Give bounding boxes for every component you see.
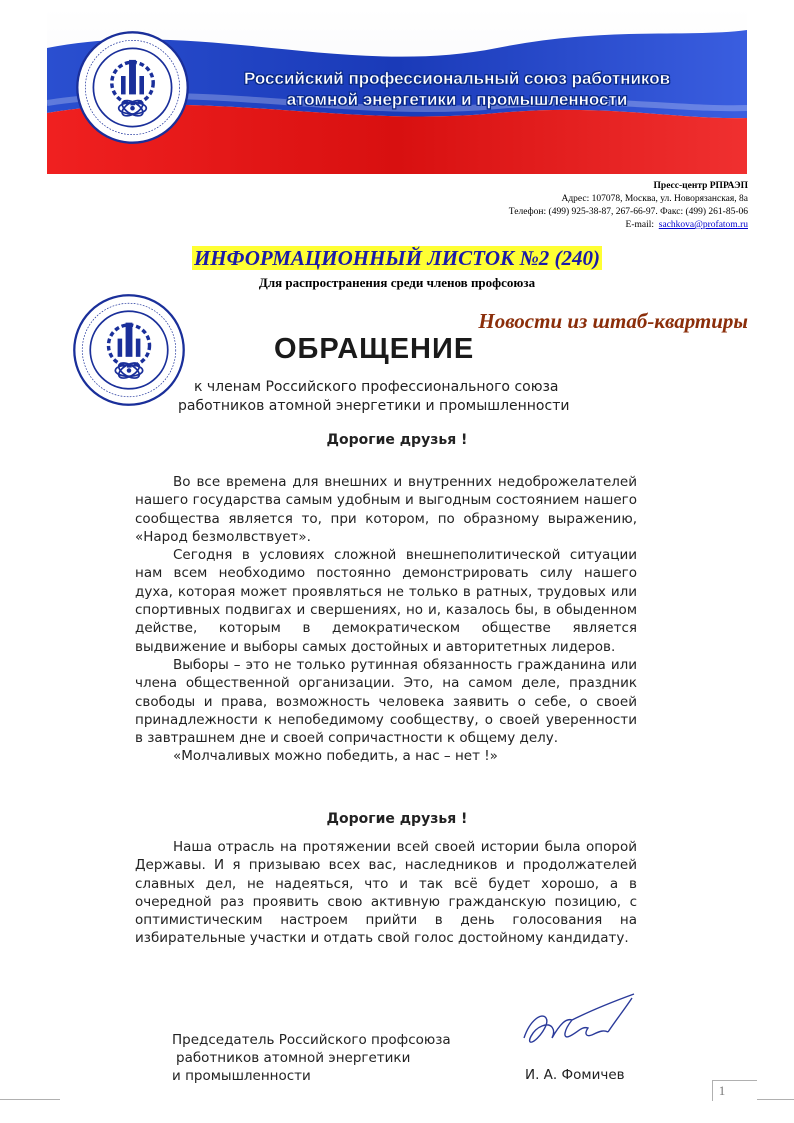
phones-text: Телефон: (499) 925-38-87, 267-66-97. Факс: (499) 261-85-06	[508, 207, 748, 217]
footer-divider	[757, 1099, 794, 1100]
info-sheet-title	[0, 246, 794, 271]
paragraph: Наша отрасль на протяжении всей своей истории была опорой Державы. И я призываю всех вас, наследников и продолжателей славных дел, не надеяться, что и так всё будет хорошо, а в очередной раз проявить свою активную гражданскую позицию, с оптимистическим настроем прийти в день голосования на избирательные участки и отдать свой голос достойному кандидату.	[135, 839, 637, 947]
distribution-note: Для распространения среди членов профсоюза	[258, 275, 536, 290]
signer-position-line3: и промышленности	[172, 1068, 311, 1084]
banner-title-line1: Российский профессиональный союз работников	[243, 69, 671, 88]
union-logo-icon	[75, 30, 190, 145]
appeal-body-part1	[135, 473, 637, 766]
paragraph: Выборы – это не только рутинная обязанность гражданина или члена общественной организации. Это, на самом деле, праздник свободы и права, возможность человека заявить о себе, о своей принадлежности к непобедимому сообществу, о своей уверенности в завтрашнем дне и своей сопричастности к общему делу.	[135, 656, 637, 747]
handwritten-signature	[512, 990, 642, 1060]
quote-paragraph: «Молчаливых можно победить, а нас – нет !»	[173, 748, 498, 765]
appeal-body-part2	[135, 838, 637, 948]
page-number: 1	[718, 1083, 726, 1098]
info-sheet-title-text: ИНФОРМАЦИОННЫЙ ЛИСТОК №2 (240)	[193, 246, 601, 270]
paragraph: Сегодня в условиях сложной внешнеполитической ситуации нам всем необходимо постоянно демонстрировать силу нашего духа, которая может проявляться не только в ратных, трудовых или спортивных подвигах и свершениях, но и, казалось бы, в обыденном действе, которым в демократическом обществе является выдвижение и выборы самых достойных и авторитетных лидеров.	[135, 547, 637, 655]
signer-name: И. А. Фомичев	[525, 1067, 625, 1083]
news-heading: Новости из штаб-квартиры	[478, 309, 748, 333]
appeal-title: ОБРАЩЕНИЕ	[274, 333, 475, 365]
signer-position-line1: Председатель Российского профсоюза	[172, 1032, 451, 1048]
email-line	[509, 219, 748, 232]
signer-position	[172, 1031, 451, 1085]
banner-title	[197, 68, 717, 110]
email-link[interactable]: sachkova@profatom.ru	[658, 220, 748, 230]
email-label: E-mail:	[625, 220, 655, 230]
address-text: Адрес: 107078, Москва, ул. Новорязанская, 8а	[561, 194, 748, 204]
header-banner	[47, 8, 747, 174]
appeal-subtitle-line2: работников атомной энергетики и промышленности	[178, 398, 570, 414]
signer-position-line2: работников атомной энергетики	[176, 1050, 411, 1066]
appeal-subtitle-line1: к членам Российского профессионального союза	[194, 379, 559, 395]
press-center-label: Пресс-центр РПРАЭП	[653, 181, 748, 191]
union-logo-icon	[72, 293, 186, 407]
contact-block	[509, 180, 748, 232]
paragraph: Во все времена для внешних и внутренних недоброжелателей нашего государства самым удобным и выгодным состоянием нашего сообщества является то, при котором, по образному выражению, «Народ безмолвствует».	[135, 474, 637, 545]
greeting-heading: Дорогие друзья !	[326, 811, 468, 827]
greeting-heading: Дорогие друзья !	[326, 432, 468, 448]
banner-title-line2: атомной энергетики и промышленности	[286, 90, 628, 109]
appeal-subtitle	[178, 378, 608, 416]
footer-divider	[0, 1099, 60, 1100]
